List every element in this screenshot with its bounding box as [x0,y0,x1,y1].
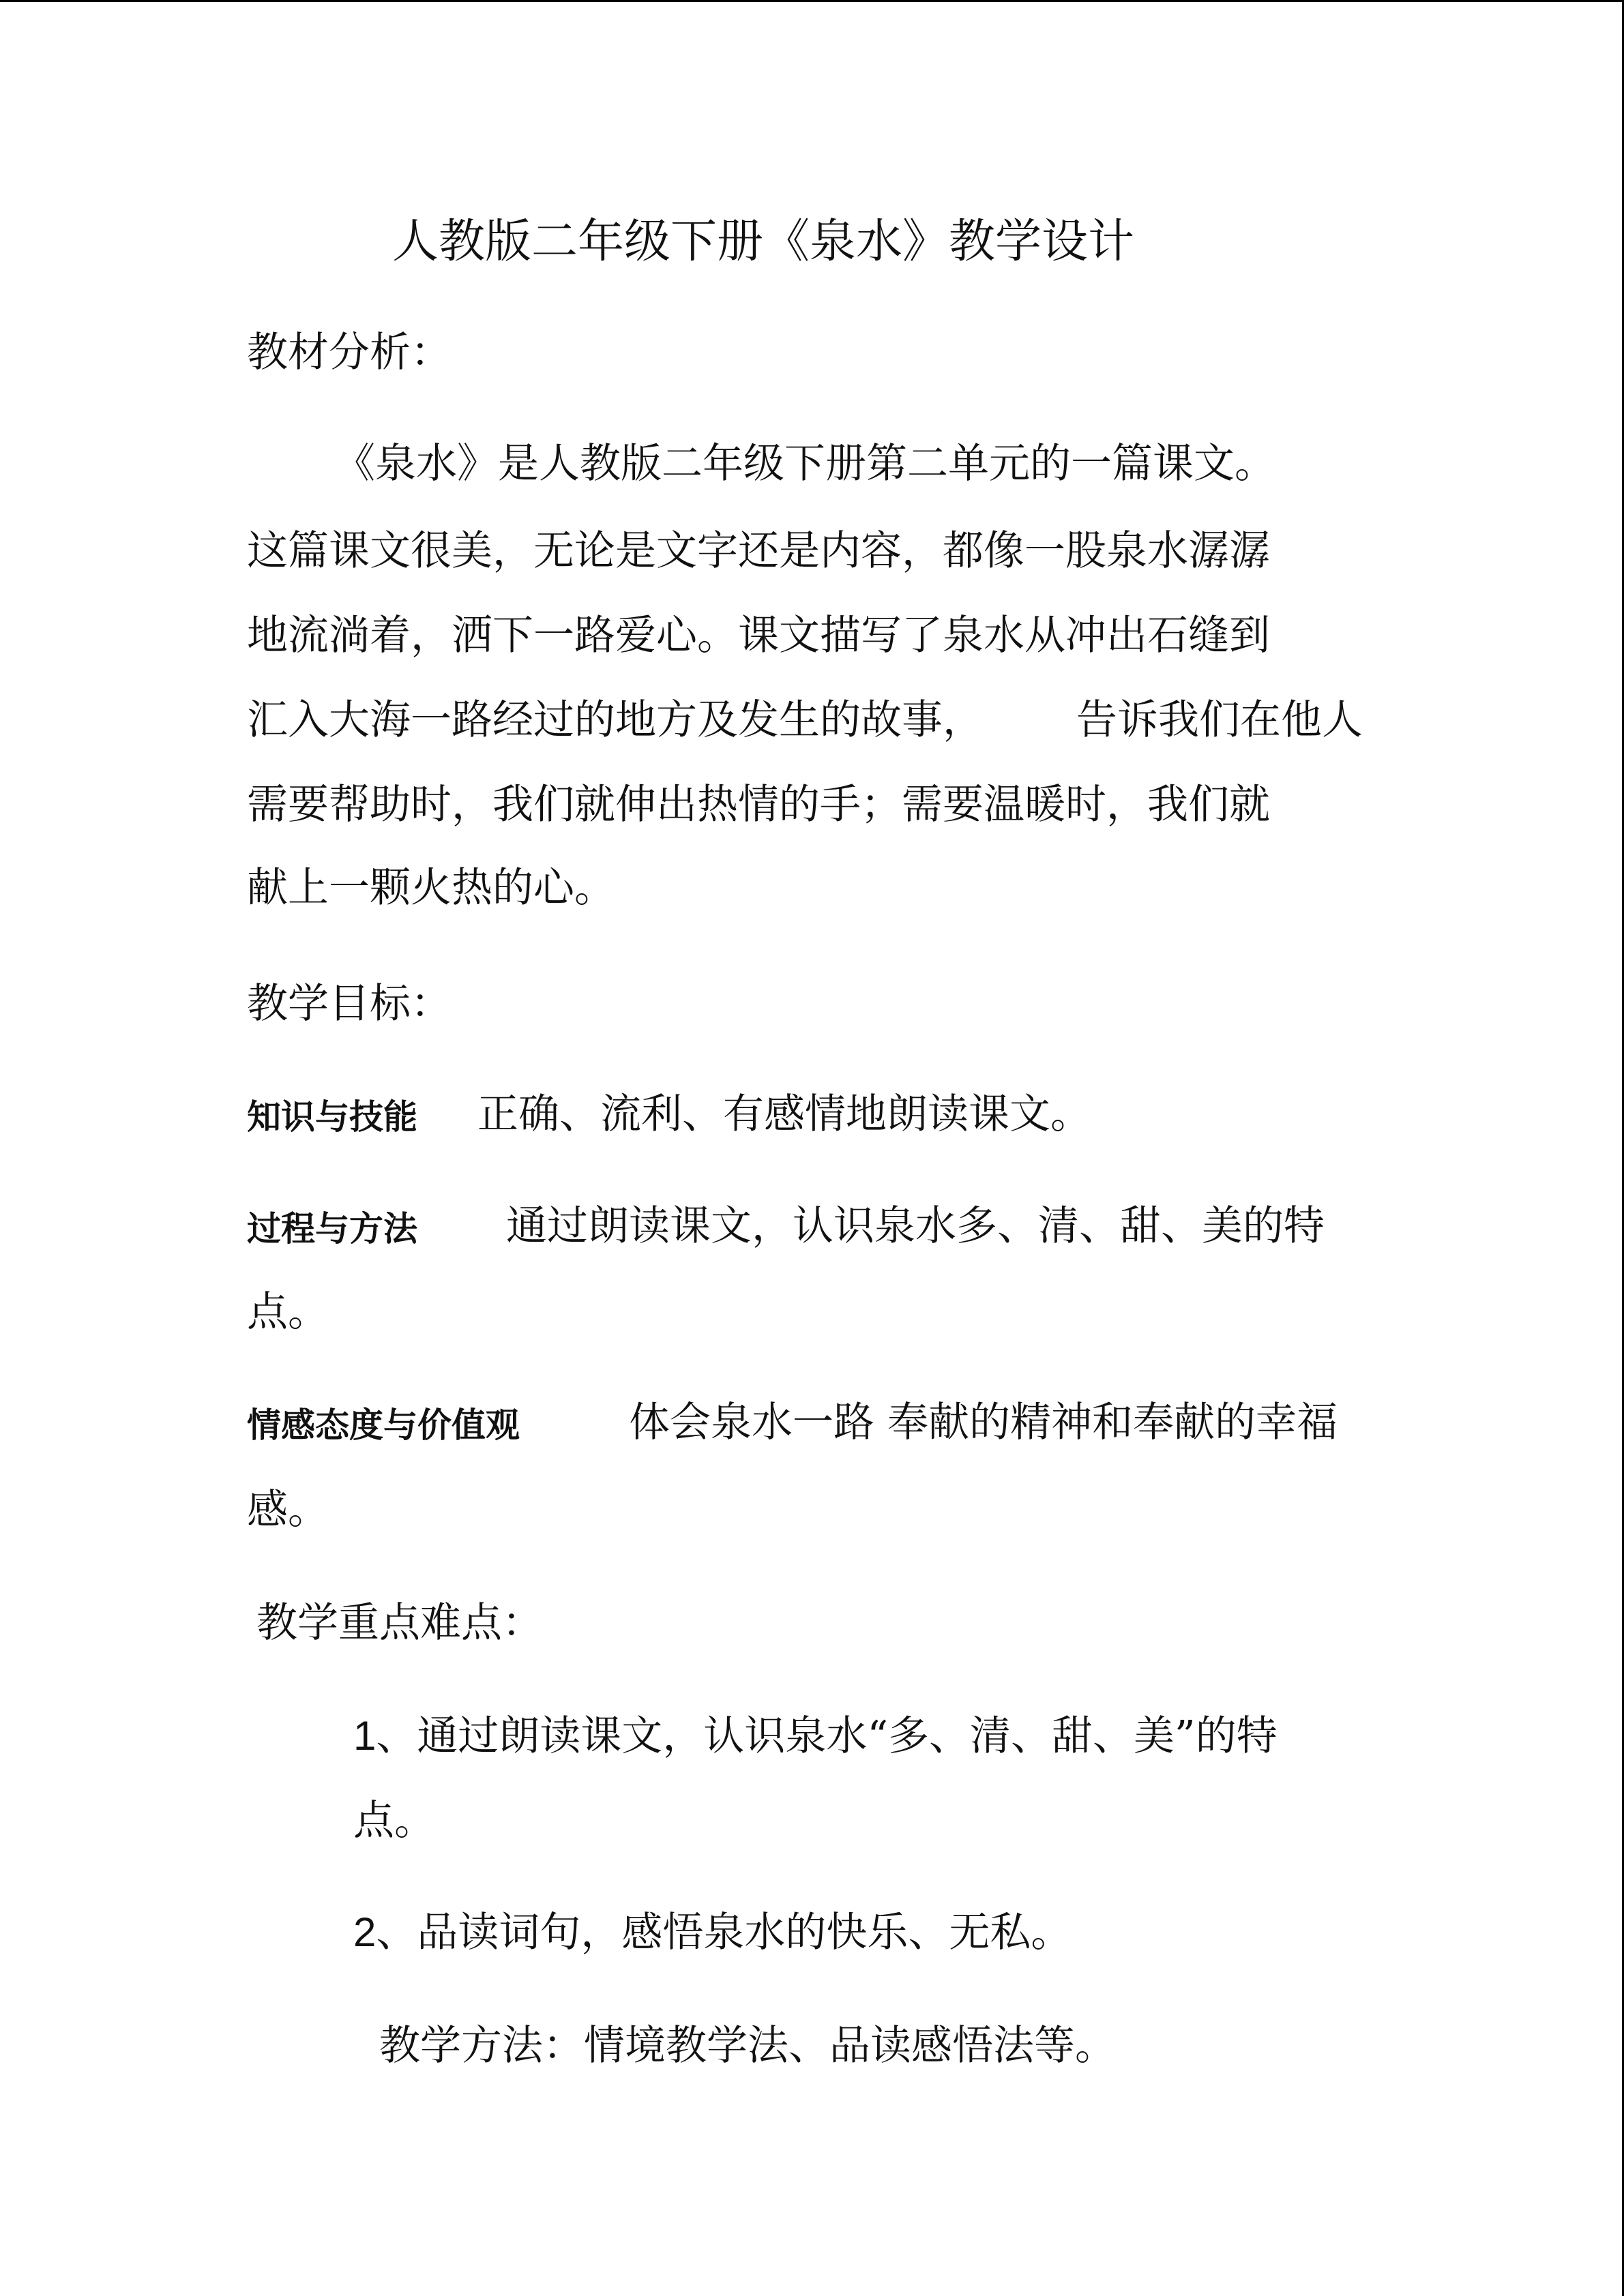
analysis-line-2: 这篇课文很美，无论是文字还是内容，都像一股泉水潺潺 [247,527,1270,575]
key-point-1-text: 、通过朗读课文，认识泉水“多、清、甜、美”的特 [376,1712,1278,1760]
analysis-line-4b: 告诉我们在他人 [1076,696,1363,744]
material-analysis-heading: 教材分析： [247,329,452,376]
key-point-2-text: 、品读词句，感悟泉水的快乐、无私。 [376,1909,1072,1956]
analysis-line-6: 献上一颗火热的心。 [247,864,615,912]
objectives-heading: 教学目标： [247,980,452,1028]
knowledge-text: 正确、流利、有感情地朗读课文。 [477,1090,1091,1138]
analysis-line-4a: 汇入大海一路经过的地方及发生的故事， [247,696,984,744]
key-point-1-line-1 [353,1709,1278,1763]
process-text-2: 点。 [247,1288,329,1336]
key-point-1-number: 1 [353,1713,377,1759]
document-title: 人教版二年级下册《泉水》教学设计 [392,215,1135,269]
key-points-heading: 教学重点难点： [256,1599,543,1647]
key-point-2 [353,1905,1072,1960]
knowledge-label: 知识与技能 [247,1097,417,1137]
emotion-text-1: 体会泉水一路 奉献的精神和奉献的幸福 [629,1399,1338,1446]
emotion-text-2: 感。 [247,1486,329,1534]
key-point-2-number: 2 [353,1909,377,1955]
key-point-1-line-2: 点。 [353,1797,435,1845]
analysis-line-3: 地流淌着，洒下一路爱心。课文描写了泉水从冲出石缝到 [247,612,1270,659]
teaching-methods: 教学方法：情境教学法、品读感悟法等。 [379,2022,1116,2070]
process-text-1: 通过朗读课文，认识泉水多、清、甜、美的特 [506,1202,1325,1250]
emotion-label: 情感态度与价值观 [247,1405,520,1445]
analysis-line-1: 《泉水》是人教版二年级下册第二单元的一篇课文。 [334,440,1275,488]
page-border-top [0,0,1624,2]
process-label: 过程与方法 [247,1209,417,1249]
analysis-line-5: 需要帮助时，我们就伸出热情的手；需要温暖时，我们就 [247,781,1270,829]
